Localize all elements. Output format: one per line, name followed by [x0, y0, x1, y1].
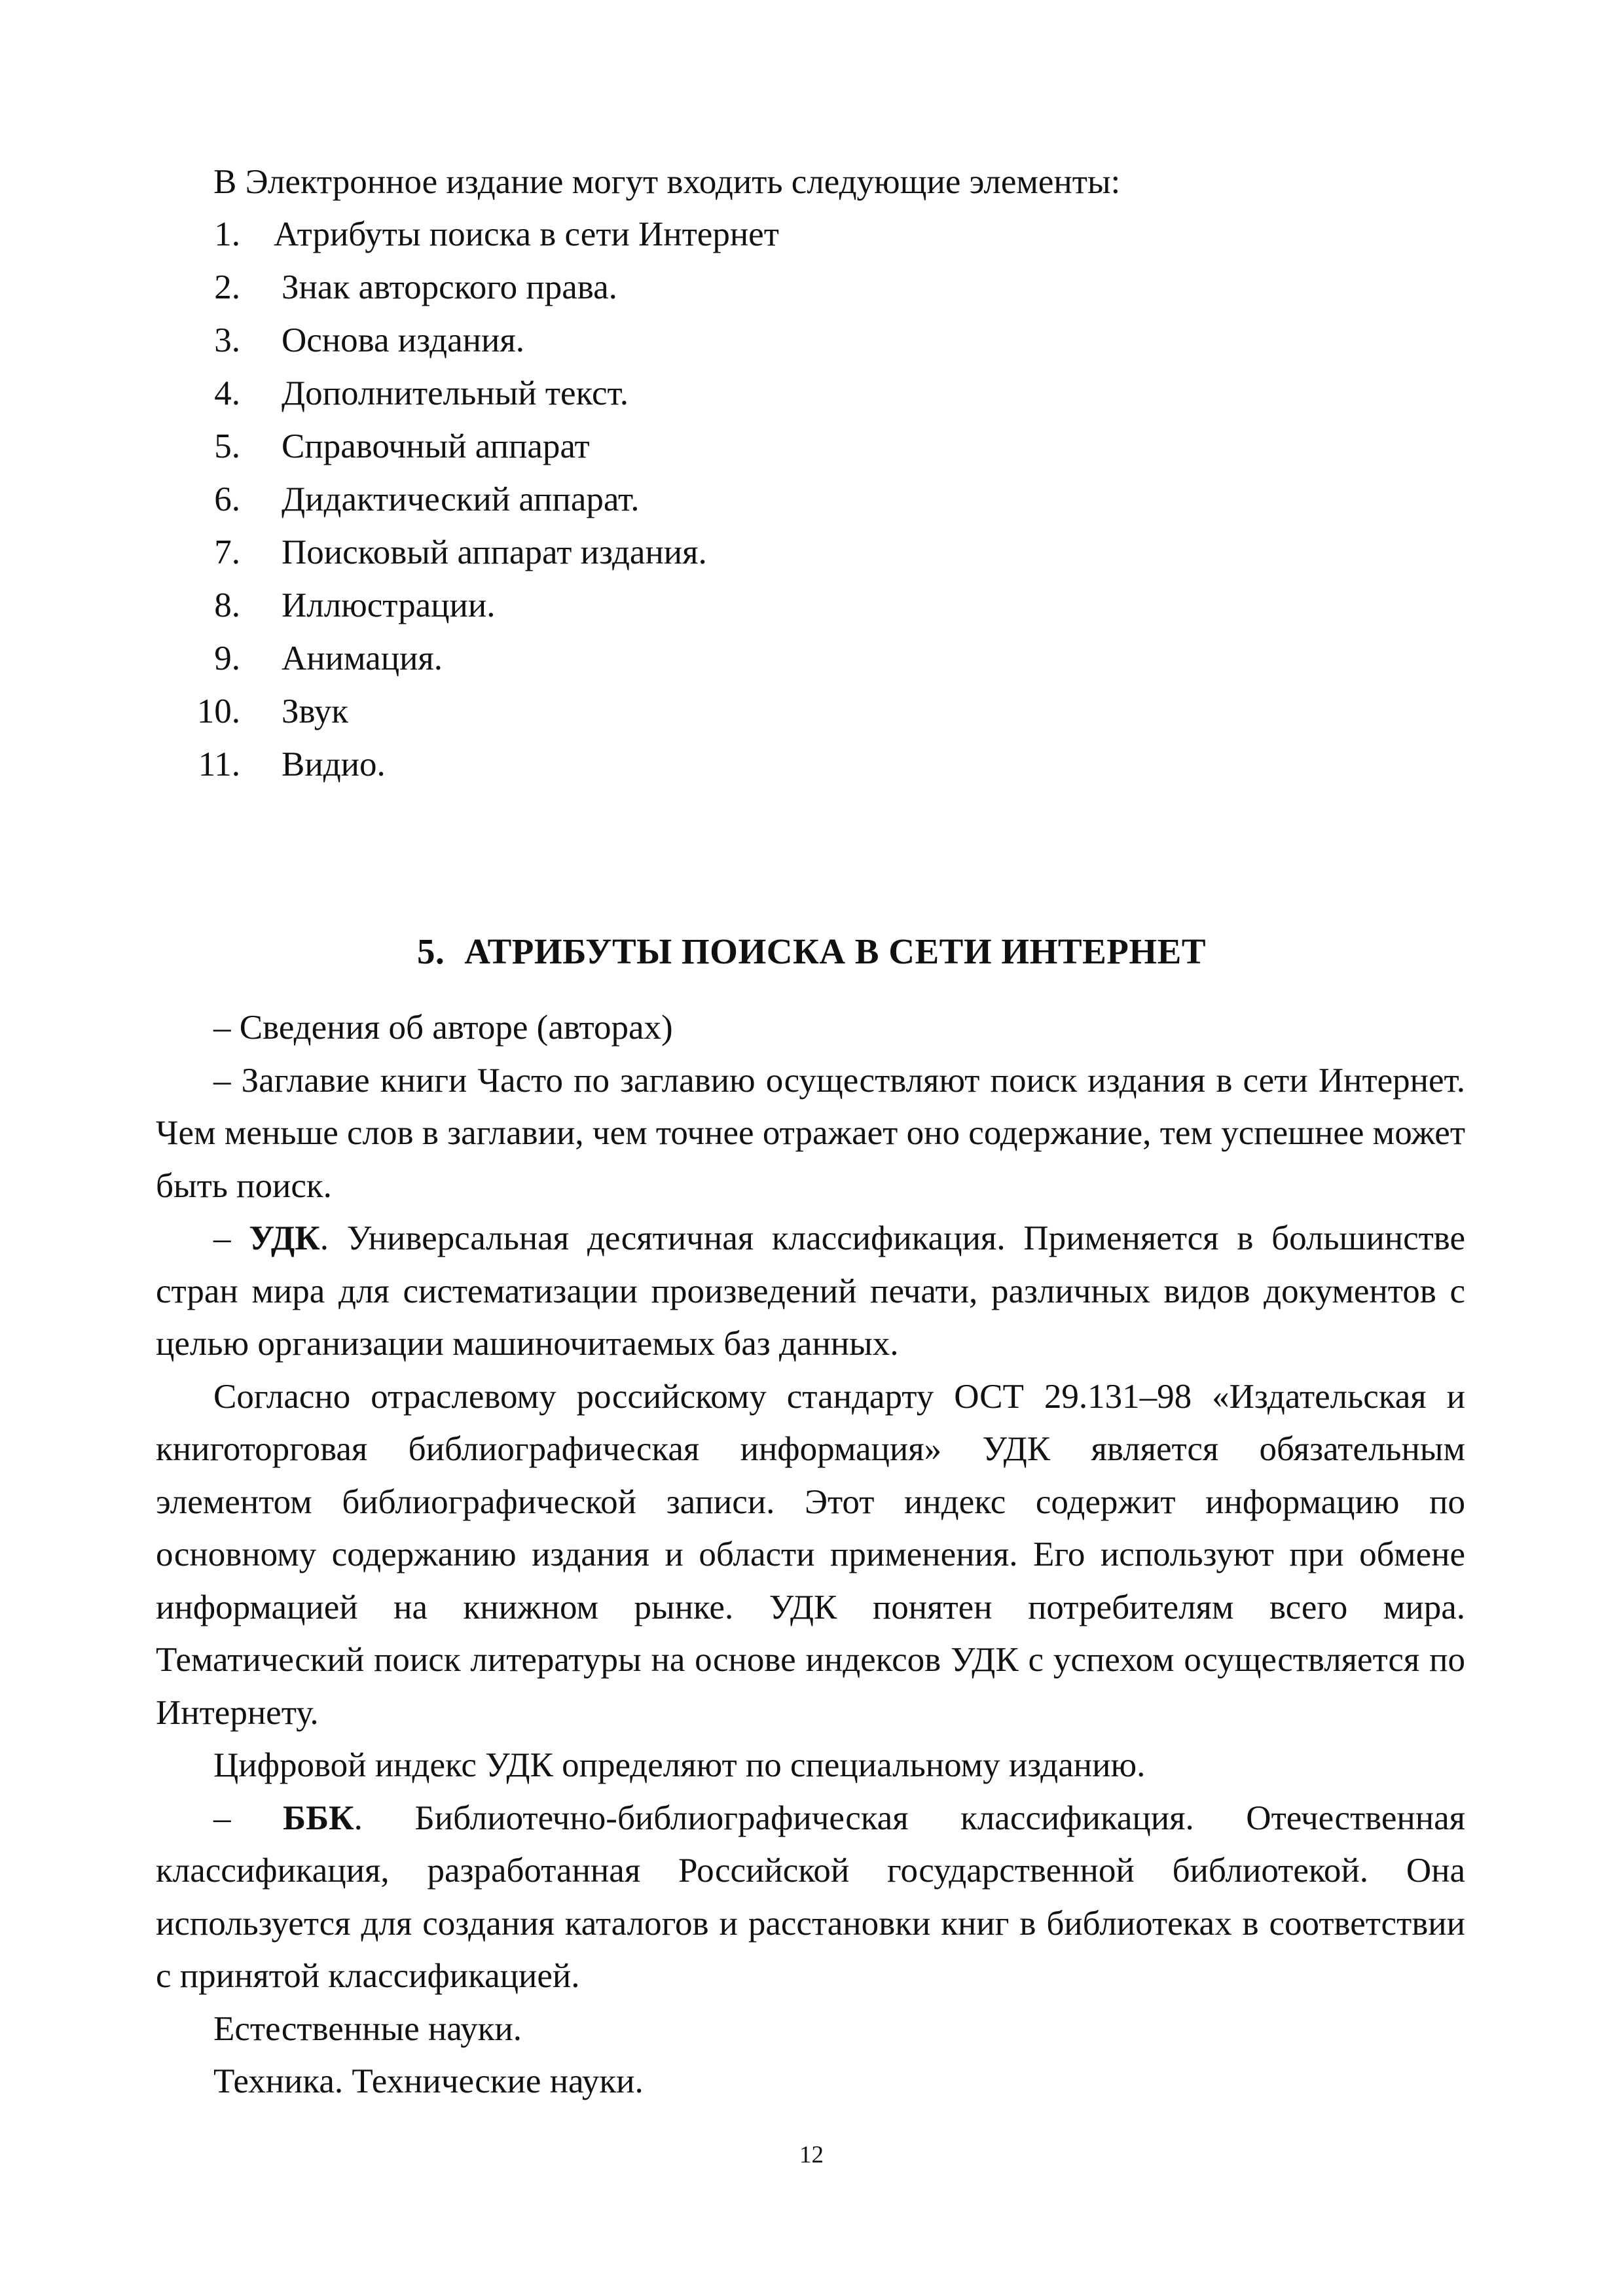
- list-item: [0, 579, 1623, 632]
- paragraph-bbk: [156, 1792, 1465, 2003]
- list-item-number: 10.: [196, 692, 240, 730]
- list-item-number: 7.: [214, 533, 240, 571]
- list-item-text: Знак авторского права.: [282, 268, 617, 306]
- list-item: [0, 208, 1623, 261]
- list-item-text: Справочный аппарат: [282, 427, 590, 465]
- intro-line: В Электронное издание могут входить следующие элементы:: [213, 163, 1121, 201]
- bbk-definition: . Библиотечно-библиографическая классификация. Отечественная классификация, разработанная Российской государственной библиотекой. Она используется для создания каталогов и расстановки книг в библиотеках в соответствии с принятой классификацией.: [156, 1799, 1465, 1995]
- list-item-text: Дидактический аппарат.: [282, 480, 640, 518]
- paragraph-standard: Согласно отраслевому российскому стандарту ОСТ 29.131–98 «Издательская и книготорговая библиографическая информация» УДК является обязательным элементом библиографической записи. Этот индекс содержит информацию по основному содержанию издания и области применения. Его используют при обмене информацией на книжном рынке. УДК понятен потребителям всего мира. Тематический поиск литературы на основе индексов УДК с успехом осуществляется по Интернету.: [156, 1377, 1465, 1732]
- udk-definition: . Универсальная десятичная классификация. Применяется в большинстве стран мира для систематизации произведений печати, различных видов документов с целью организации машиночитаемых баз данных.: [156, 1219, 1465, 1363]
- section-body: [156, 1001, 1465, 2108]
- list-item-number: 4.: [214, 374, 240, 412]
- list-item-text: Дополнительный текст.: [282, 374, 629, 412]
- list-item-number: 11.: [198, 745, 240, 783]
- paragraph-udk: [156, 1212, 1465, 1371]
- list-item: [0, 473, 1623, 526]
- paragraph-udk-index: Цифровой индекс УДК определяют по специальному изданию.: [213, 1746, 1146, 1784]
- list-item-text: Атрибуты поиска в сети Интернет: [274, 215, 779, 253]
- list-item: [0, 738, 1623, 791]
- list-item: [0, 314, 1623, 367]
- list-item-text: Поисковый аппарат издания.: [282, 533, 707, 571]
- section-heading: [0, 925, 1623, 978]
- dash: –: [213, 1799, 283, 1837]
- list-item-number: 9.: [214, 639, 240, 677]
- list-item-text: Основа издания.: [282, 321, 524, 359]
- list-item: [0, 261, 1623, 314]
- list-item: [0, 526, 1623, 579]
- paragraph-natural-sciences: Естественные науки.: [213, 2009, 522, 2048]
- section-number: 5.: [416, 931, 445, 971]
- list-item-number: 3.: [214, 321, 240, 359]
- elements-list: [0, 208, 1623, 791]
- paragraph-author-info: – Сведения об авторе (авторах): [213, 1009, 673, 1047]
- list-item: [0, 632, 1623, 685]
- list-item-number: 6.: [214, 480, 240, 518]
- list-item-text: Анимация.: [282, 639, 443, 677]
- list-item-text: Видио.: [282, 745, 386, 783]
- page-number: 12: [799, 2142, 824, 2168]
- udk-term: УДК: [249, 1219, 320, 1257]
- paragraph-technical-sciences: Техника. Технические науки.: [213, 2062, 644, 2100]
- list-item: [0, 367, 1623, 420]
- list-item: [0, 685, 1623, 738]
- list-item-text: Иллюстрации.: [282, 586, 496, 624]
- paragraph-book-title: – Заглавие книги Часто по заглавию осуществляют поиск издания в сети Интернет. Чем меньше слов в заглавии, чем точнее отражает оно содержание, тем успешнее может быть поиск.: [156, 1061, 1465, 1205]
- list-item-number: 8.: [214, 586, 240, 624]
- section-title: АТРИБУТЫ ПОИСКА В СЕТИ ИНТЕРНЕТ: [464, 931, 1207, 971]
- list-item-number: 1.: [214, 215, 240, 253]
- list-item: [0, 420, 1623, 473]
- bbk-term: ББК: [283, 1799, 354, 1837]
- dash: –: [213, 1219, 249, 1257]
- list-item-text: Звук: [282, 692, 349, 730]
- list-item-number: 2.: [214, 268, 240, 306]
- list-item-number: 5.: [214, 427, 240, 465]
